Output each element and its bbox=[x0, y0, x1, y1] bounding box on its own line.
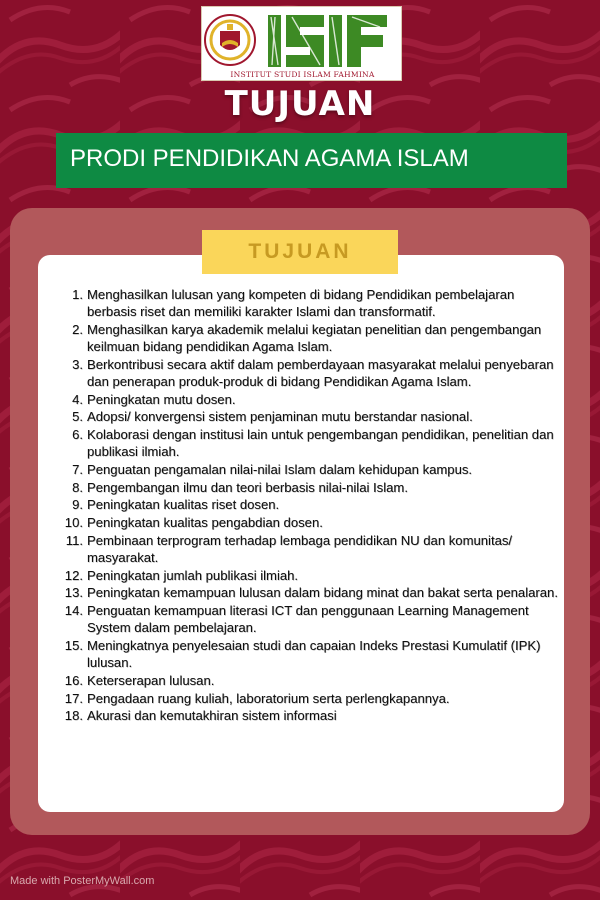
goal-number: 10. bbox=[64, 515, 83, 531]
logo-subtitle: INSTITUT STUDI ISLAM FAHMINA bbox=[230, 70, 375, 79]
goal-number: 4. bbox=[72, 391, 83, 407]
goal-text: Peningkatan kualitas pengabdian dosen. bbox=[87, 515, 323, 531]
goal-number: 2. bbox=[72, 321, 83, 337]
goal-number: 9. bbox=[72, 497, 83, 513]
goal-text: Akurasi dan kemutakhiran sistem informasi bbox=[87, 708, 337, 724]
goal-text: Peningkatan kualitas riset dosen. bbox=[87, 497, 280, 513]
goal-item bbox=[60, 567, 560, 584]
goal-text: Meningkatnya penyelesaian studi dan capaian Indeks Prestasi Kumulatif (IPK) lulusan. bbox=[87, 638, 541, 671]
goal-text: Peningkatan kemampuan lulusan dalam bidang minat dan bakat serta penalaran. bbox=[87, 585, 558, 601]
goal-item bbox=[60, 426, 560, 460]
goal-number: 3. bbox=[72, 356, 83, 372]
goal-number: 8. bbox=[72, 479, 83, 495]
goal-number: 1. bbox=[72, 287, 83, 302]
goal-text: Pengembangan ilmu dan teori berbasis nilai-nilai Islam. bbox=[87, 479, 408, 495]
goal-text: Penguatan kemampuan literasi ICT dan penggunaan Learning Management System dalam pembelajaran. bbox=[87, 603, 529, 636]
goal-item bbox=[60, 637, 560, 671]
goal-text: Keterserapan lulusan. bbox=[87, 672, 215, 688]
goal-item bbox=[60, 321, 560, 355]
goal-item bbox=[60, 496, 560, 513]
program-banner-text: PRODI PENDIDIKAN AGAMA ISLAM bbox=[70, 145, 469, 172]
goal-number: 15. bbox=[64, 638, 83, 654]
goal-text: Adopsi/ konvergensi sistem penjaminan mutu berstandar nasional. bbox=[87, 409, 473, 425]
goal-text: Kolaborasi dengan institusi lain untuk pengembangan pendidikan, penelitian dan publikasi ilmiah. bbox=[87, 427, 554, 460]
goal-text: Peningkatan jumlah publikasi ilmiah. bbox=[87, 567, 299, 583]
goal-number: 12. bbox=[64, 567, 83, 583]
goal-item bbox=[60, 408, 560, 425]
section-tag bbox=[202, 230, 398, 274]
goal-number: 6. bbox=[72, 427, 83, 443]
goal-item bbox=[60, 391, 560, 408]
goal-list bbox=[60, 286, 560, 725]
goal-number: 11. bbox=[65, 532, 83, 548]
goal-item bbox=[60, 532, 560, 566]
goal-item bbox=[60, 514, 560, 531]
page-title: TUJUAN bbox=[224, 84, 376, 124]
goal-text: Pembinaan terprogram terhadap lembaga pendidikan NU dan komunitas/ masyarakat. bbox=[87, 532, 513, 566]
footer-credit: Made with PosterMyWall.com bbox=[10, 875, 155, 887]
goal-number: 7. bbox=[72, 462, 83, 478]
goal-item bbox=[60, 584, 560, 601]
goal-item bbox=[60, 286, 560, 320]
goal-text: Menghasilkan lulusan yang kompeten di bidang Pendidikan pembelajaran berbasis riset dan memiliki karakter Islami dan transformatif. bbox=[87, 287, 515, 320]
goal-number: 13. bbox=[64, 585, 83, 601]
goal-item bbox=[60, 356, 560, 390]
section-tag-label: TUJUAN bbox=[248, 240, 352, 263]
goal-item bbox=[60, 479, 560, 496]
goal-text: Peningkatan mutu dosen. bbox=[87, 391, 236, 407]
goal-item bbox=[60, 672, 560, 689]
goal-number: 16. bbox=[64, 672, 83, 688]
goal-item bbox=[60, 602, 560, 636]
goal-text: Berkontribusi secara aktif dalam pemberdayaan masyarakat melalui penyebaran dan penerapan produk-produk di bidang Pendidikan Agama Islam. bbox=[87, 356, 554, 390]
goal-text: Penguatan pengamalan nilai-nilai Islam dalam kehidupan kampus. bbox=[87, 462, 473, 478]
institute-logo bbox=[201, 6, 402, 81]
goal-item bbox=[60, 707, 560, 724]
goal-number: 5. bbox=[72, 409, 83, 425]
program-banner bbox=[56, 133, 567, 188]
goal-text: Pengadaan ruang kuliah, laboratorium serta perlengkapannya. bbox=[87, 690, 450, 706]
goal-number: 17. bbox=[64, 690, 83, 706]
goal-item bbox=[60, 690, 560, 707]
goal-item bbox=[60, 461, 560, 478]
goal-text: Menghasilkan karya akademik melalui kegiatan penelitian dan pengembangan keilmuan bidang pendidikan Agama Islam. bbox=[87, 321, 542, 355]
goal-number: 14. bbox=[64, 603, 83, 619]
goal-number: 18. bbox=[64, 708, 83, 724]
